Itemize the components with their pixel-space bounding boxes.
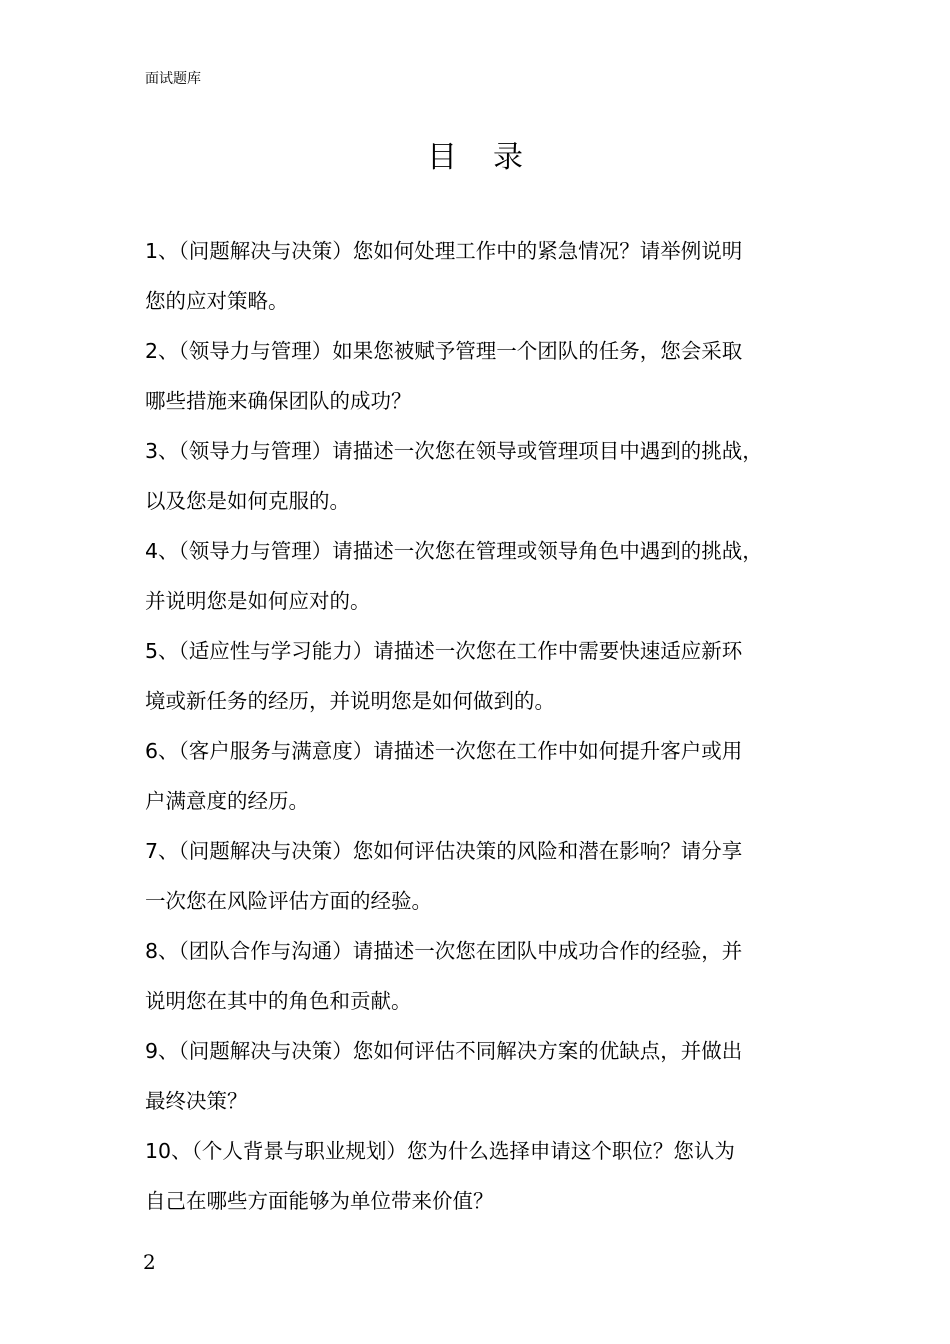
toc-item-line: 并说明您是如何应对的。 [145,589,371,613]
toc-item[interactable] [145,1126,825,1226]
toc-item-line: 9、（问题解决与决策）您如何评估不同解决方案的优缺点，并做出 [145,1039,743,1063]
toc-item-line: 2、（领导力与管理）如果您被赋予管理一个团队的任务，您会采取 [145,339,743,363]
toc-item-line: 7、（问题解决与决策）您如何评估决策的风险和潜在影响？请分享 [145,839,743,863]
toc-item-line: 自己在哪些方面能够为单位带来价值？ [145,1189,494,1213]
toc-item[interactable] [145,726,825,826]
toc-item-line: 哪些措施来确保团队的成功？ [145,389,412,413]
toc-item[interactable] [145,926,825,1026]
toc-item-line: 境或新任务的经历，并说明您是如何做到的。 [145,689,555,713]
page-header: 面试题库 [145,71,201,87]
toc-item-line: 最终决策？ [145,1089,248,1113]
toc-item-line: 说明您在其中的角色和贡献。 [145,989,412,1013]
toc-item[interactable] [145,226,825,326]
toc-item[interactable] [145,526,825,626]
toc-item-line: 4、（领导力与管理）请描述一次您在管理或领导角色中遇到的挑战， [145,539,763,563]
toc-item-line: 6、（客户服务与满意度）请描述一次您在工作中如何提升客户或用 [145,739,743,763]
toc-item[interactable] [145,1026,825,1126]
toc-item-line: 5、（适应性与学习能力）请描述一次您在工作中需要快速适应新环 [145,639,743,663]
table-of-contents [145,226,825,1226]
toc-item-line: 一次您在风险评估方面的经验。 [145,889,432,913]
toc-item-line: 以及您是如何克服的。 [145,489,350,513]
toc-item-line: 您的应对策略。 [145,289,289,313]
toc-item[interactable] [145,626,825,726]
toc-item-line: 3、（领导力与管理）请描述一次您在领导或管理项目中遇到的挑战， [145,439,763,463]
page-number: 2 [143,1250,156,1274]
page-title: 目录 [427,140,559,175]
toc-item-line: 10、（个人背景与职业规划）您为什么选择申请这个职位？您认为 [145,1139,735,1163]
toc-item-line: 户满意度的经历。 [145,789,309,813]
toc-item[interactable] [145,426,825,526]
toc-item-line: 8、（团队合作与沟通）请描述一次您在团队中成功合作的经验，并 [145,939,743,963]
toc-item-line: 1、（问题解决与决策）您如何处理工作中的紧急情况？请举例说明 [145,239,743,263]
toc-item[interactable] [145,826,825,926]
toc-item[interactable] [145,326,825,426]
